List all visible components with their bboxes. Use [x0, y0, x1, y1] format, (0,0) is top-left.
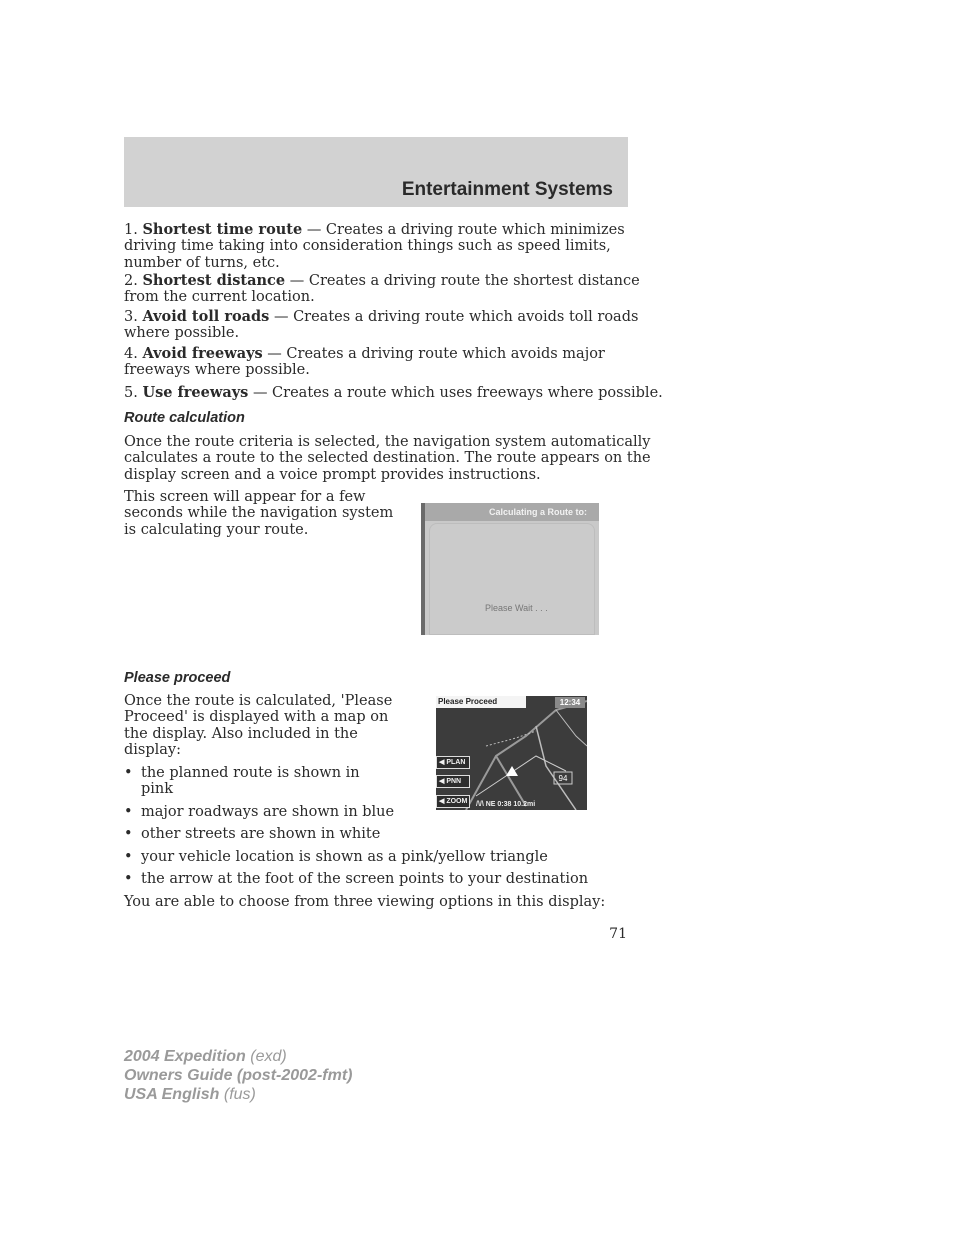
please-wait-text: Please Wait . . . [485, 603, 548, 613]
bullet-dot: • [124, 765, 133, 781]
route-option-4 [124, 346, 605, 379]
text-line: This screen will appear for a few [124, 489, 366, 505]
calculating-screen-panel [429, 523, 595, 635]
text-line: display: [124, 741, 182, 758]
please-proceed-heading: Please proceed [124, 670, 231, 686]
please-proceed-paragraph [124, 693, 392, 758]
option-number: 4. [124, 346, 138, 362]
route-option-1 [124, 222, 625, 271]
pnn-button[interactable]: ◀ PNN [436, 775, 470, 788]
option-desc: — Creates a driving route the shortest distance [285, 273, 640, 289]
bullet-dot: • [124, 849, 133, 865]
bullet-text: other streets are shown in white [141, 826, 381, 842]
text-line: seconds while the navigation system [124, 505, 394, 522]
bullet-dot: • [124, 826, 133, 842]
road-label: 94 [558, 774, 568, 783]
section-header-band [124, 137, 628, 207]
option-desc-cont: from the current location. [124, 289, 315, 306]
route-calculation-paragraph [124, 434, 651, 483]
text-line: Once the route is calculated, 'Please [124, 693, 393, 709]
text-line: the display. Also included in the [124, 725, 358, 742]
bullet-dot: • [124, 804, 133, 820]
calculating-title-bar: Calculating a Route to: [425, 503, 599, 521]
option-desc: — Creates a driving route which avoids major [262, 346, 605, 362]
option-number: 1. [124, 222, 138, 238]
calculating-route-screenshot [421, 503, 599, 635]
map-status-bar: /\/\ NE 0:38 10.2mi [476, 801, 536, 808]
closing-sentence: You are able to choose from three viewing options in this display: [124, 894, 606, 910]
text-line: Proceed' is displayed with a map on [124, 709, 389, 726]
option-desc: — Creates a driving route which avoids toll roads [269, 309, 639, 325]
text-line: the planned route is shown in [141, 765, 360, 781]
route-option-3 [124, 309, 638, 342]
document-footer [124, 1047, 352, 1104]
bullet-text: your vehicle location is shown as a pink/yellow triangle [141, 849, 548, 865]
text-line: pink [141, 781, 174, 798]
map-clock: 12:34 [555, 697, 585, 708]
route-option-5 [124, 385, 663, 401]
footer-guide: Owners Guide (post-2002-fmt) [124, 1067, 353, 1084]
section-title: Entertainment Systems [401, 179, 613, 200]
bullet-text: major roadways are shown in blue [141, 804, 395, 820]
option-name: Shortest time route [142, 221, 303, 238]
option-name: Shortest distance [142, 272, 286, 289]
option-desc-cont: number of turns, etc. [124, 254, 280, 271]
map-title-bar: Please Proceed [436, 696, 526, 708]
map-graphic [436, 696, 587, 810]
option-desc: — Creates a route which uses freeways where possible. [248, 385, 663, 401]
calculating-screen-caption [124, 489, 393, 538]
route-calculation-heading: Route calculation [124, 410, 245, 426]
footer-model: 2004 Expedition [124, 1048, 246, 1065]
text-line: is calculating your route. [124, 521, 309, 538]
option-number: 2. [124, 273, 138, 289]
option-desc-cont: where possible. [124, 325, 240, 342]
text-line: display screen and a voice prompt provides instructions. [124, 466, 541, 483]
plan-button[interactable]: ◀ PLAN [436, 756, 470, 769]
route-option-2 [124, 273, 640, 306]
footer-language: USA English [124, 1086, 220, 1103]
bullet-text: the arrow at the foot of the screen points to your destination [141, 871, 589, 887]
page-number: 71 [609, 926, 627, 942]
zoom-button[interactable]: ◀ ZOOM [436, 795, 470, 808]
bullet-text [141, 765, 360, 798]
text-line: Once the route criteria is selected, the navigation system automatically [124, 434, 651, 450]
option-desc-cont: driving time taking into consideration things such as speed limits, [124, 238, 611, 255]
option-desc: — Creates a driving route which minimizes [302, 222, 625, 238]
option-name: Use freeways [142, 384, 249, 401]
footer-model-code: (exd) [245, 1048, 287, 1065]
option-name: Avoid toll roads [142, 308, 270, 325]
option-desc-cont: freeways where possible. [124, 362, 310, 379]
bullet-dot: • [124, 871, 133, 887]
text-line: calculates a route to the selected destination. The route appears on the [124, 450, 651, 467]
option-number: 3. [124, 309, 138, 325]
option-name: Avoid freeways [142, 345, 263, 362]
footer-language-code: (fus) [219, 1086, 256, 1103]
please-proceed-map-screenshot [436, 696, 587, 810]
option-number: 5. [124, 385, 138, 401]
